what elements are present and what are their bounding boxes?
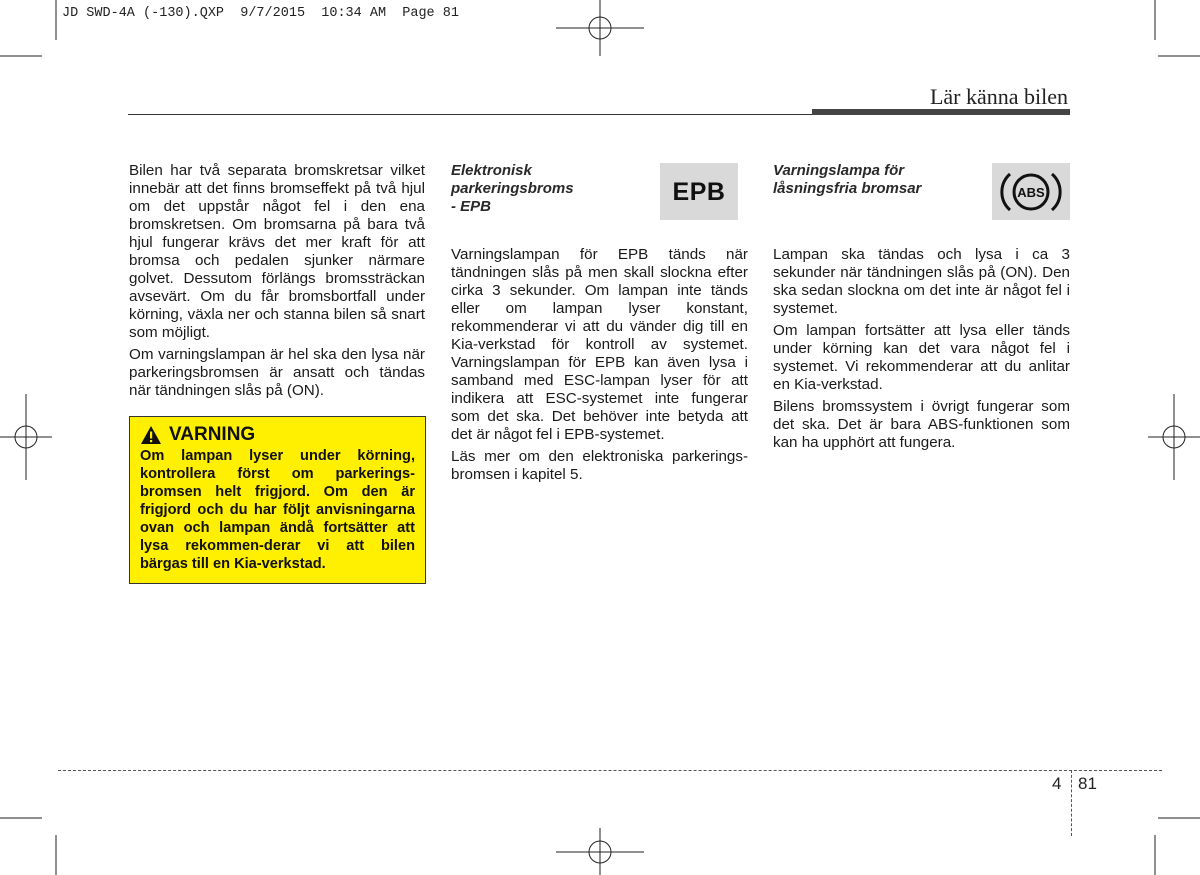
heading-line: parkeringsbroms <box>451 180 574 197</box>
epb-heading-row <box>451 162 748 232</box>
column-brake-circuits <box>129 162 425 584</box>
heading-line: låsningsfria bromsar <box>773 180 922 197</box>
column-abs <box>773 162 1070 456</box>
warning-body: Om lampan lyser under körning, kontrollera först om parkerings-bromsen helt frigjord. Om den är frigjord och du har följt anvisningarna ovan och lampan ändå fortsätter att lysa rekommen-derar vi att bilen bärgas till en Kia-verkstad. <box>140 448 415 572</box>
paragraph: Om varningslampan är hel ska den lysa när parkeringsbromsen är ansatt och tändas när tändningen slås på (ON). <box>129 346 425 399</box>
header-accent-bar <box>812 109 1070 115</box>
footer-divider <box>1071 770 1072 836</box>
heading-line: - EPB <box>451 198 492 215</box>
warning-triangle-icon <box>140 425 162 445</box>
abs-heading-row <box>773 162 1070 232</box>
page-number: 81 <box>1078 774 1097 793</box>
paragraph: Bilen har två separata bromskretsar vilket innebär att det finns bromseffekt på två hjul om det uppstår något fel i den ena bromskretsen. Om bromsarna på bara två hjul fungerar krävs det mer kraft för att bromsa och pedalen sjunker närmare golvet. Dessutom förlängs bromssträckan avsevärt. Om du får bromsbortfall under körning, växla ner och stanna bilen så snart som möjligt. <box>129 162 425 341</box>
epb-indicator-label: EPB <box>672 177 726 206</box>
paragraph: Om lampan fortsätter att lysa eller tänds under körning kan det vara något fel i systemet. Vi rekommenderar att du anlitar en Kia-verkstad. <box>773 322 1070 393</box>
epb-indicator-badge <box>660 163 738 220</box>
paragraph: Lampan ska tändas och lysa i ca 3 sekunder när tändningen slås på (ON). Den ska sedan slockna om det inte är något fel i systemet. <box>773 246 1070 317</box>
warning-header <box>140 425 415 445</box>
warning-box <box>129 416 426 584</box>
paragraph: Läs mer om den elektroniska parkerings-bromsen i kapitel 5. <box>451 448 748 483</box>
abs-body <box>773 246 1070 452</box>
abs-indicator-badge <box>992 163 1070 220</box>
section-title: Lär känna bilen <box>929 84 1068 109</box>
footer-rule <box>58 770 1162 771</box>
print-slug: JD SWD-4A (-130).QXP 9/7/2015 10:34 AM Page 81 <box>62 6 459 21</box>
paragraph: Bilens bromssystem i övrigt fungerar som det ska. Det är bara ABS-funktionen som kan ha upphört att fungera. <box>773 398 1070 451</box>
abs-icon-label: ABS <box>1017 184 1045 200</box>
epb-body <box>451 246 748 484</box>
abs-warning-icon <box>998 166 1064 218</box>
paragraph: Varningslampan för EPB tänds när tändningen slås på men skall slockna efter cirka 3 sekunder. Om lampan inte tänds eller om lampan lyser konstant, rekommenderar vi att du vänder dig till en Kia-verkstad för kontroll av systemet. Varningslampan för EPB kan även lysa i samband med ESC-lampan lyser för att indikera att ESC-systemet inte fungerar som det ska. Det behöver inte betyda att det är något fel i EPB-systemet. <box>451 246 748 443</box>
column-epb <box>451 162 748 488</box>
heading-line: Elektronisk <box>451 162 532 179</box>
warning-title: VARNING <box>169 424 256 445</box>
heading-line: Varningslampa för <box>773 162 905 179</box>
chapter-number: 4 <box>1052 774 1062 793</box>
